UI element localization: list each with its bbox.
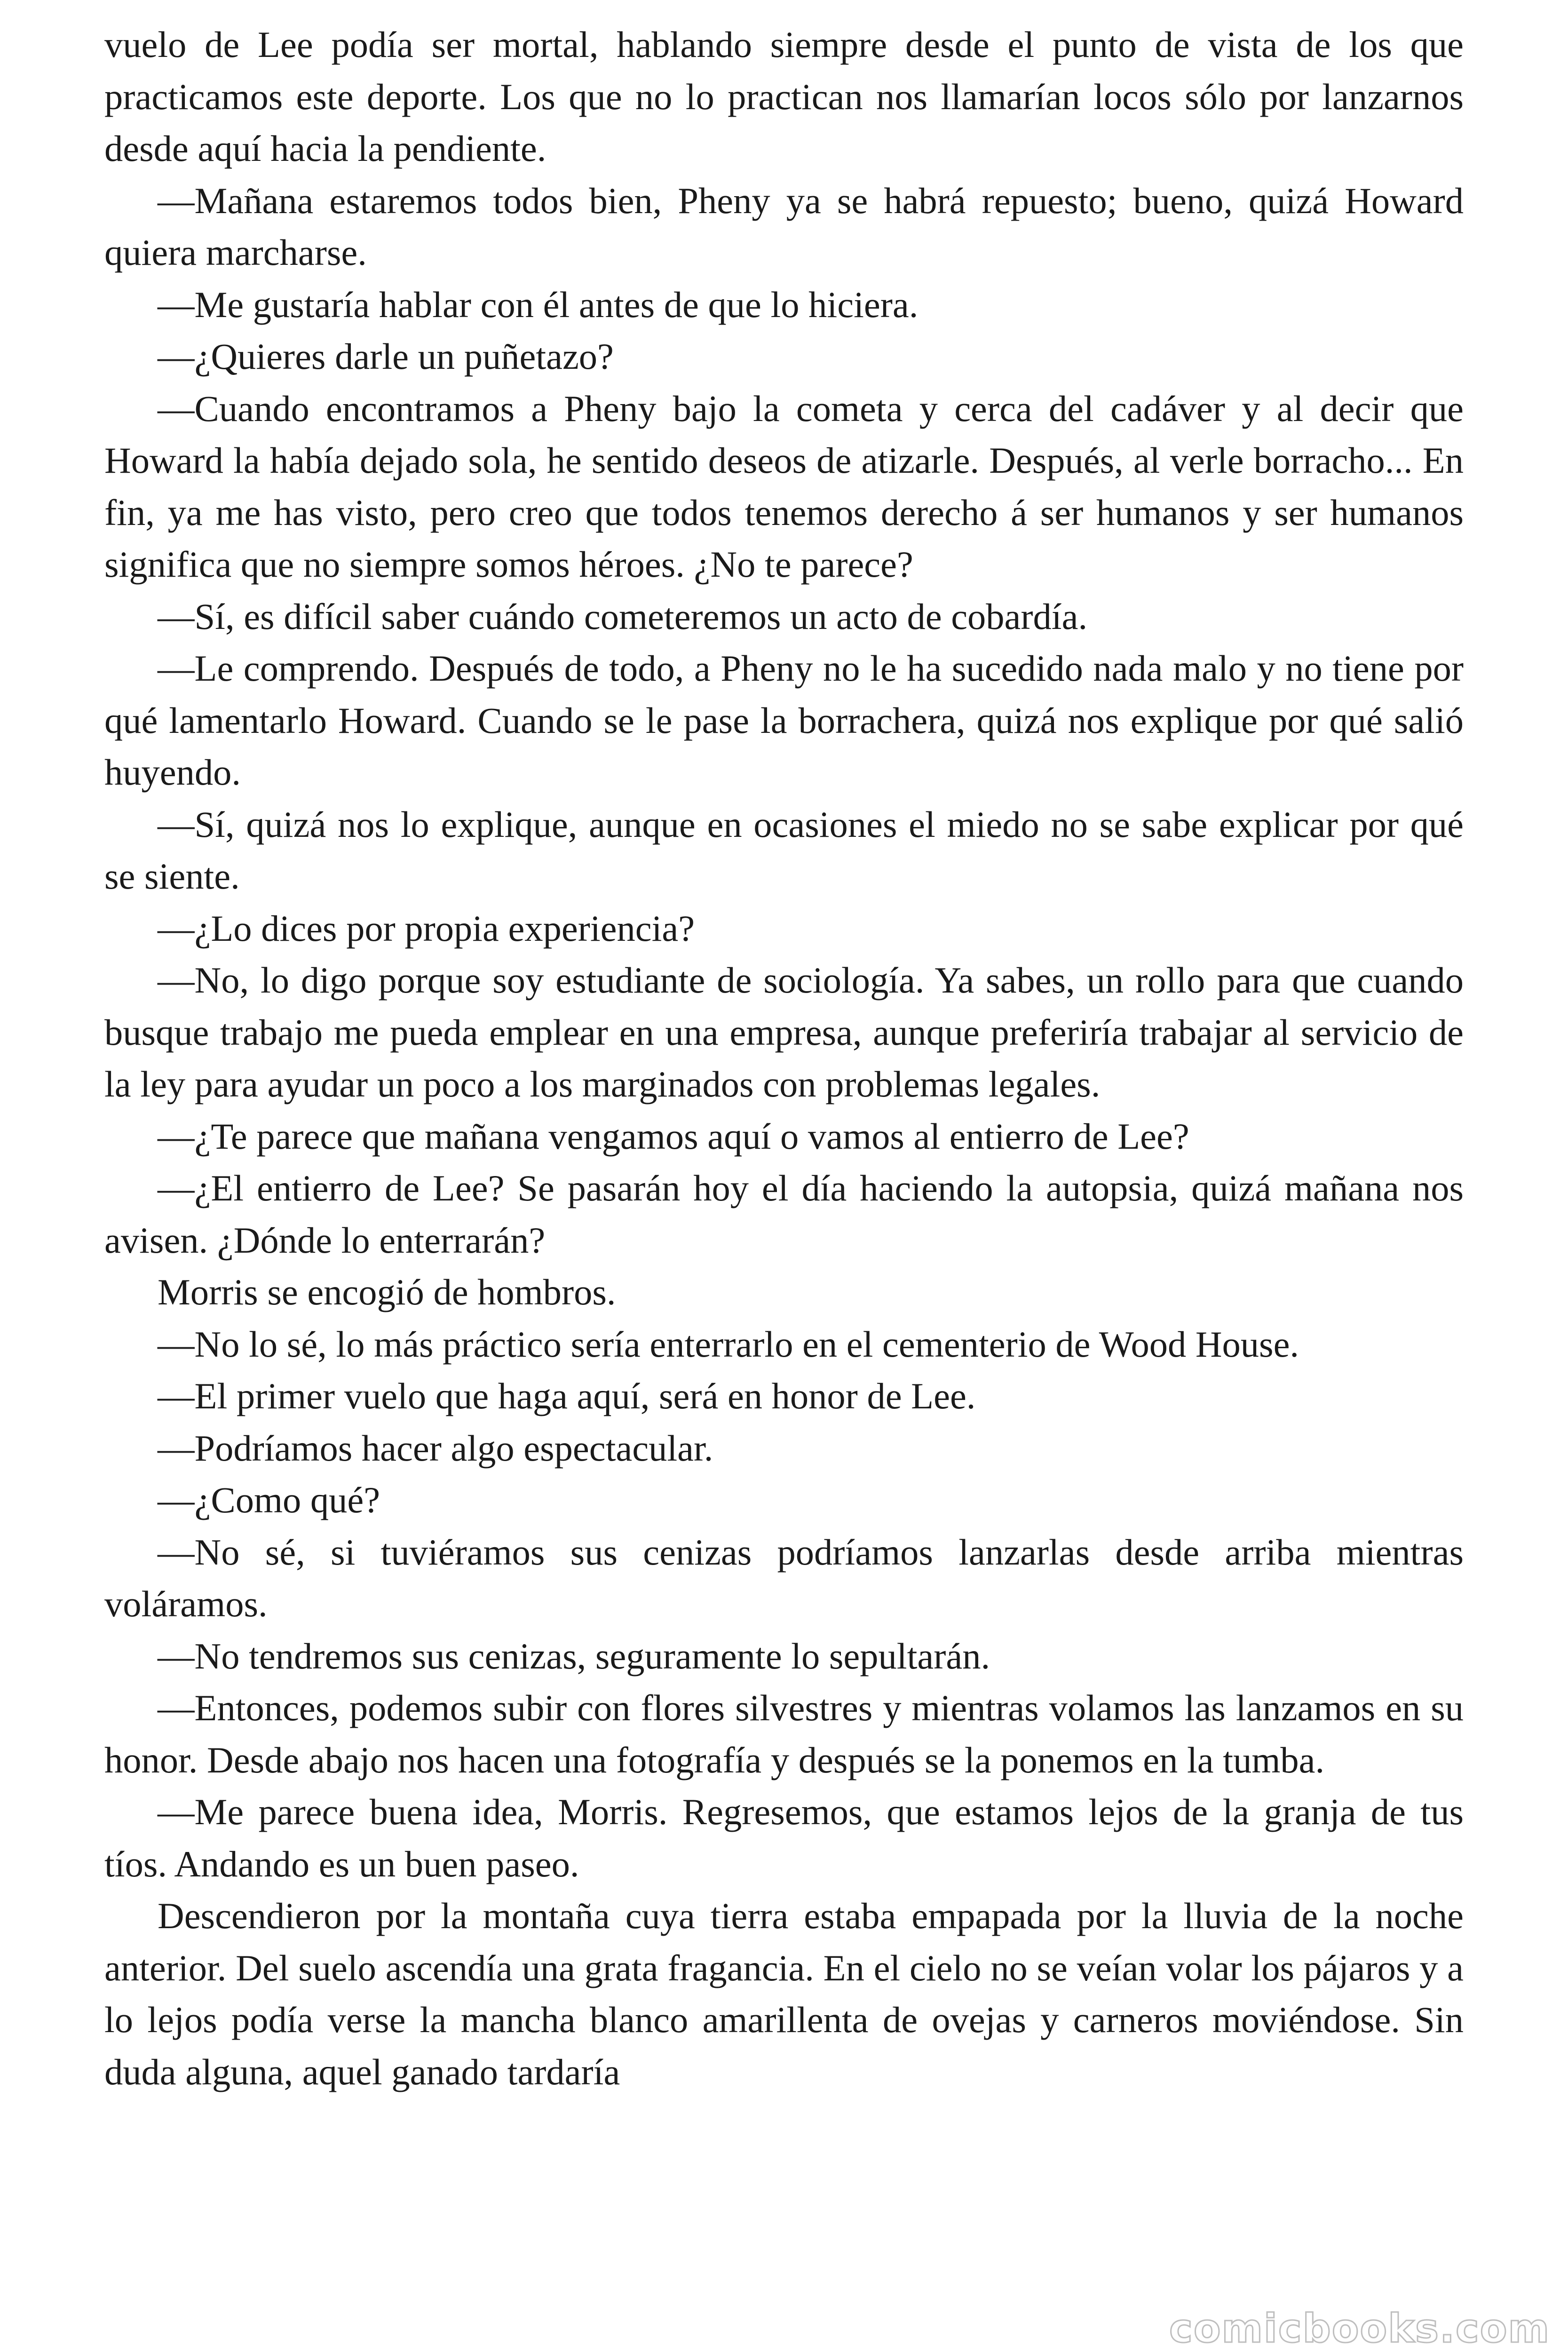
- paragraph: vuelo de Lee podía ser mortal, hablando siempre desde el punto de vista de los que practicamos este deporte. Los que no lo practican nos llamarían locos sólo por lanzarnos desde aquí hacia la pendiente.: [104, 24, 1464, 169]
- paragraph: —No tendremos sus cenizas, seguramente lo sepultarán.: [158, 1635, 990, 1677]
- paragraph: —¿Como qué?: [158, 1479, 380, 1520]
- watermark-logo: comicbooks.com: [1169, 2305, 1550, 2352]
- paragraph: Morris se encogió de hombros.: [158, 1271, 616, 1312]
- paragraph: —¿Lo dices por propia experiencia?: [158, 907, 695, 949]
- body-text: [104, 19, 1464, 2098]
- paragraph: —No, lo digo porque soy estudiante de sociología. Ya sabes, un rollo para que cuando busque trabajo me pueda emplear en una empresa, aunque preferiría trabajar al servicio de la ley para ayudar un poco a los marginados con problemas legales.: [104, 960, 1464, 1104]
- paragraph: —Le comprendo. Después de todo, a Pheny no le ha sucedido nada malo y no tiene por qué lamentarlo Howard. Cuando se le pase la borrachera, quizá nos explique por qué salió huyendo.: [104, 648, 1464, 793]
- paragraph: —El primer vuelo que haga aquí, será en honor de Lee.: [158, 1375, 976, 1416]
- paragraph: Descendieron por la montaña cuya tierra estaba empapada por la lluvia de la noche anterior. Del suelo ascendía una grata fragancia. En el cielo no se veían volar los pájaros y a lo lejos podía verse la mancha blanco amarillenta de ovejas y carneros moviéndose. Sin duda alguna, aquel ganado tardaría: [104, 1895, 1464, 2092]
- paragraph: —Sí, es difícil saber cuándo cometeremos un acto de cobardía.: [158, 596, 1088, 637]
- paragraph: —Podríamos hacer algo espectacular.: [158, 1427, 713, 1469]
- paragraph: —¿Te parece que mañana vengamos aquí o vamos al entierro de Lee?: [158, 1115, 1189, 1157]
- paragraph: —No lo sé, lo más práctico sería enterrarlo en el cementerio de Wood House.: [158, 1323, 1299, 1365]
- paragraph: —Cuando encontramos a Pheny bajo la cometa y cerca del cadáver y al decir que Howard la había dejado sola, he sentido deseos de atizarle. Después, al verle borracho... En fin, ya me has visto, pero creo que todos tenemos derecho á ser humanos y ser humanos significa que no siempre somos héroes. ¿No te parece?: [104, 388, 1464, 585]
- paragraph: —Mañana estaremos todos bien, Pheny ya se habrá repuesto; bueno, quizá Howard quiera marcharse.: [104, 180, 1464, 273]
- paragraph: —Me parece buena idea, Morris. Regresemos, que estamos lejos de la granja de tus tíos. Andando es un buen paseo.: [104, 1791, 1464, 1884]
- paragraph: —Entonces, podemos subir con flores silvestres y mientras volamos las lanzamos en su honor. Desde abajo nos hacen una fotografía y después se la ponemos en la tumba.: [104, 1687, 1464, 1780]
- paragraph: —Sí, quizá nos lo explique, aunque en ocasiones el miedo no se sabe explicar por qué se siente.: [104, 803, 1464, 897]
- paragraph: —Me gustaría hablar con él antes de que lo hiciera.: [158, 284, 919, 325]
- paragraph: —¿El entierro de Lee? Se pasarán hoy el día haciendo la autopsia, quizá mañana nos avisen. ¿Dónde lo enterrarán?: [104, 1168, 1464, 1261]
- paragraph: —No sé, si tuviéramos sus cenizas podríamos lanzarlas desde arriba mientras voláramos.: [104, 1531, 1464, 1624]
- paragraph: —¿Quieres darle un puñetazo?: [158, 336, 614, 377]
